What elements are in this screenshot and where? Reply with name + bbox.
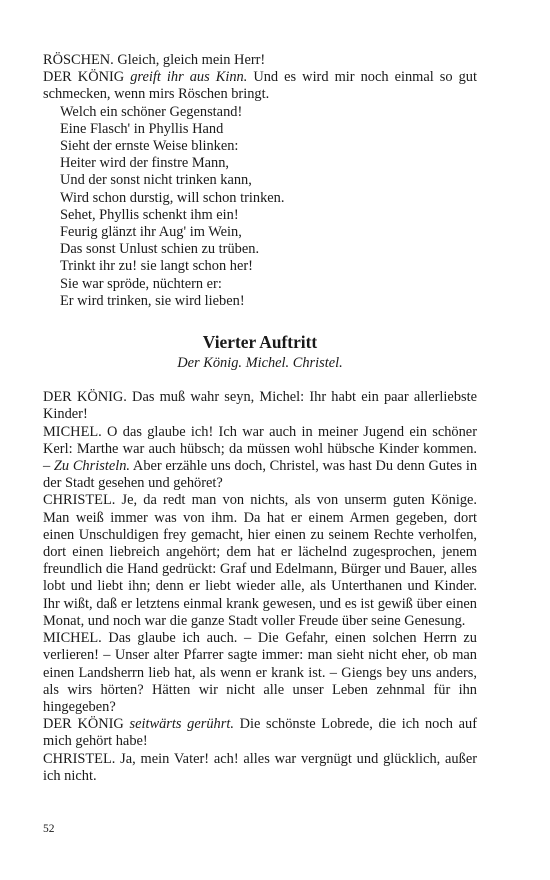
scene-cast: Der König. Michel. Christel. xyxy=(177,355,343,372)
speech-text: Die schönste Lobrede, die ich noch auf mich gehört habe! xyxy=(43,716,478,750)
verse-line: Er wird trinken, sie wird lieben! xyxy=(60,292,245,309)
verse-line: Feurig glänzt ihr Aug' im Wein, xyxy=(60,224,242,241)
verse-line: Heiter wird der finstre Mann, xyxy=(60,155,230,172)
song-verse xyxy=(43,104,477,310)
page-text xyxy=(43,52,477,785)
verse-line: Sie war spröde, nüchtern er: xyxy=(60,275,222,292)
verse-line: Eine Flasch' in Phyllis Hand xyxy=(60,120,224,137)
speaker-name: DER KÖNIG xyxy=(43,716,130,733)
speech-text: Aber erzähle uns doch, Christel, was hast Du denn Gutes in der Stadt gesehen und gehöret? xyxy=(43,458,478,492)
verse-line: Das sonst Unlust schien zu trüben. xyxy=(60,241,260,258)
dialogue-christel-2: CHRISTEL. Ja, mein Vater! ach! alles war vergnügt und glücklich, außer ich nicht. xyxy=(43,750,477,784)
stage-direction: seitwärts gerührt. xyxy=(129,716,234,733)
dialogue-michel-2: MICHEL. Das glaube ich auch. – Die Gefahr, einen solchen Herrn zu verlieren! – Unser alter Pfarrer sagte immer: man sieht nicht eher, ob man einen Landsherrn lieb hat, als wenn er krank ist. – Giengs bey uns anders, als wirs hörten? Hätten wir nicht alle unser Leben zehnmal für ihn hingegeben? xyxy=(43,630,477,715)
scene-title: Vierter Auftritt xyxy=(202,332,318,353)
line-roeschen: RÖSCHEN. Gleich, gleich mein Herr! xyxy=(43,52,266,68)
stage-direction: Zu Christeln. xyxy=(53,458,131,475)
verse-line: Sieht der ernste Weise blinken: xyxy=(60,138,239,155)
verse-line: Trinkt ihr zu! sie langt schon her! xyxy=(60,258,253,275)
verse-line: Und der sonst nicht trinken kann, xyxy=(60,172,252,189)
dialogue-michel-1 xyxy=(43,424,477,493)
verse-line: Sehet, Phyllis schenkt ihm ein! xyxy=(60,206,239,223)
stage-direction: greift ihr aus Kinn. xyxy=(130,69,248,86)
speech-text: Und es wird mir noch einmal so gut schmecken, wenn mirs Röschen bringt. xyxy=(43,69,477,103)
verse-line: Welch ein schöner Gegenstand! xyxy=(60,103,243,120)
dialogue-koenig: DER KÖNIG. Das muß wahr seyn, Michel: Ihr habt ein paar allerliebste Kinder! xyxy=(43,389,477,423)
speech-text: MICHEL. O das glaube ich! Ich war auch in meiner Jugend ein schöner Kerl: Marthe war auch hübsch; da müssen wohl hübsche Kinder kommen. – xyxy=(43,423,477,475)
dialogue-christel-1: CHRISTEL. Je, da redt man von nichts, als von unserm guten Könige. Man weiß immer was von ihm. Da hat er einem Armen gegeben, dort einen Unschuldigen frey gemacht, hier einen zu seinem Rechte verholfen, dort einen liebreich angehört; dem hat er lächelnd zugesprochen, jenem freundlich die Hand gedrückt: Graf und Edelmann, Bürger und Bauer, alles lobt und liebt ihn; denn er liebt wieder alle, als Unterthanen und Kinder. Ihr wißt, daß er letztens einmal krank gewesen, und es ist gewiß über einen Monat, und noch war die ganze Stadt voller Freude über seine Genesung. xyxy=(43,492,477,629)
line-koenig-1 xyxy=(43,69,477,103)
verse-line: Wird schon durstig, will schon trinken. xyxy=(60,189,285,206)
page-number: 52 xyxy=(43,823,55,835)
speaker-name: DER KÖNIG xyxy=(43,69,131,86)
dialogue-koenig-2 xyxy=(43,716,477,750)
